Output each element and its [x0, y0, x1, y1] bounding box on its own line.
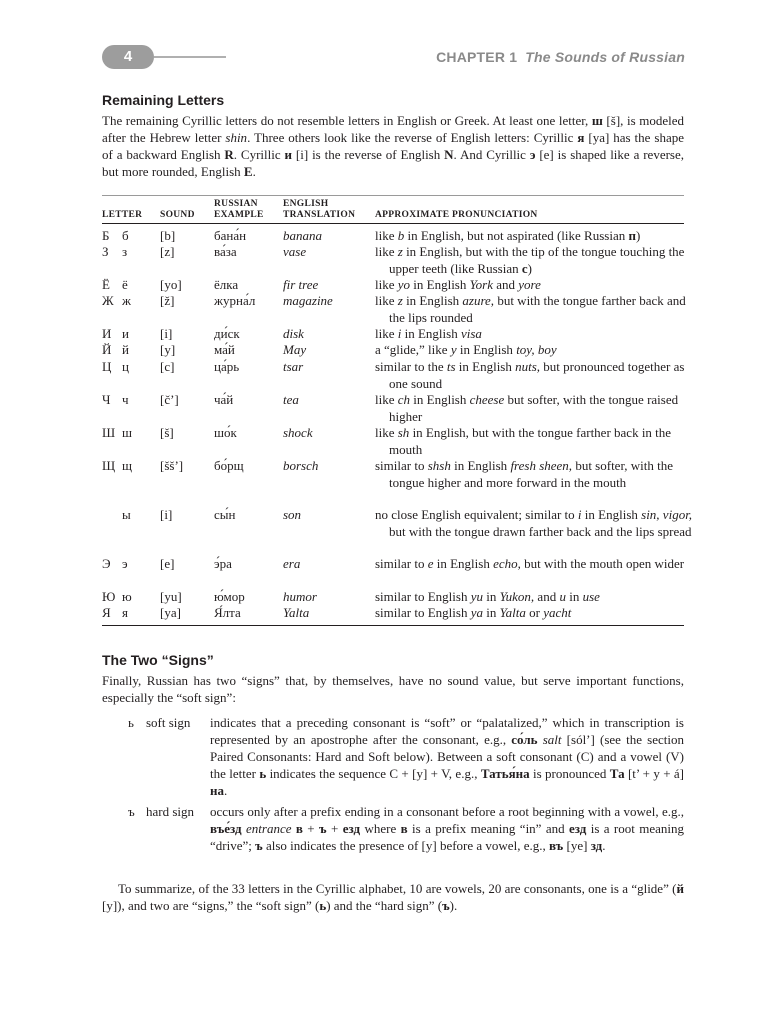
chapter-label: CHAPTER 1 [436, 49, 518, 65]
cell-sound: [e] [160, 556, 175, 571]
cell-sound: [yu] [160, 589, 182, 604]
table-top-rule [102, 195, 684, 196]
cell-pronunciation: like z in English, but with the tip of the tongue touching the upper teeth (like Russian c) [375, 244, 685, 276]
section-heading-remaining: Remaining Letters [102, 92, 225, 108]
cell-letter-upper: Э [102, 556, 111, 571]
cell-pronunciation: like sh in English, but with the tongue farther back in the mouth [375, 425, 672, 457]
cell-translation: shock [283, 425, 313, 440]
cell-pronunciation: like z in English azure, but with the tongue farther back and the lips rounded [375, 293, 686, 325]
cell-translation: era [283, 556, 301, 571]
cell-sound: [c] [160, 359, 175, 374]
cell-pronunciation: similar to English ya in Yalta or yacht [375, 605, 572, 620]
hard-sign-name: hard sign [146, 804, 195, 819]
summary-paragraph: To summarize, of the 33 letters in the Cyrillic alphabet, 10 are vowels, 20 are consonants, one is a “glide” (й [y]), and two are “signs,” the “soft sign” (ь) and the “hard sign” (ъ). [102, 881, 684, 913]
cell-sound: [č’] [160, 392, 179, 407]
cell-example: ёлка [214, 277, 239, 292]
cell-translation: May [283, 342, 307, 357]
cell-translation: humor [283, 589, 317, 604]
header-rule [154, 56, 226, 58]
cell-sound: [ž] [160, 293, 175, 308]
cell-letter-lower: ш [122, 425, 133, 440]
cell-letter-lower: ё [122, 277, 128, 292]
cell-example: ма́й [214, 342, 235, 357]
col-header-example-2: EXAMPLE [214, 210, 264, 220]
col-header-sound: SOUND [160, 210, 195, 220]
cell-pronunciation: like yo in English York and yore [375, 277, 541, 292]
cell-letter-upper: И [102, 326, 112, 341]
cell-example: ва́за [214, 244, 237, 259]
cell-sound: [y] [160, 342, 176, 357]
cell-letter-upper: Й [102, 342, 112, 357]
col-header-letter: LETTER [102, 210, 143, 220]
cell-letter-lower: ч [122, 392, 129, 407]
cell-example: бана́н [214, 228, 247, 243]
cell-example: ю́мор [214, 589, 245, 604]
cell-example: шо́к [214, 425, 237, 440]
cell-pronunciation: similar to shsh in English fresh sheen, but softer, with the tongue higher and more forward in the mouth [375, 458, 673, 490]
cell-translation: banana [283, 228, 322, 243]
cell-translation: magazine [283, 293, 333, 308]
soft-sign-name: soft sign [146, 715, 191, 730]
cell-letter-upper: Ё [102, 277, 110, 292]
cell-letter-lower: ц [122, 359, 129, 374]
cell-example: ди́ск [214, 326, 240, 341]
cell-pronunciation: like i in English visa [375, 326, 482, 341]
cell-letter-upper: З [102, 244, 109, 259]
soft-sign-entry [128, 714, 684, 799]
cell-letter-lower: и [122, 326, 129, 341]
cell-translation: tsar [283, 359, 304, 374]
cell-sound: [b] [160, 228, 176, 243]
col-header-pronunciation: APPROXIMATE PRONUNCIATION [375, 210, 538, 220]
cell-sound: [i] [160, 507, 173, 522]
cell-translation: borsch [283, 458, 319, 473]
table-bottom-rule [102, 625, 684, 626]
cell-translation: disk [283, 326, 304, 341]
cell-example: сы́н [214, 507, 236, 522]
hard-sign-entry [128, 803, 684, 854]
cell-letter-lower: ю [122, 589, 132, 604]
cell-translation: Yalta [283, 605, 310, 620]
cell-letter-lower: й [122, 342, 129, 357]
cell-letter-lower: щ [122, 458, 133, 473]
hard-sign-description: occurs only after a prefix ending in a consonant before a root beginning with a vowel, e.g., въе́зд entrance в + ъ + езд where в is a prefix meaning “in” and езд is a root meaning “drive”; ъ also indicates the presence of [y] before a vowel, e.g., въ [ye] зд. [210, 804, 685, 853]
soft-sign-description: indicates that a preceding consonant is “soft” or “palatalized,” which in transcription is represented by an apostrophe after the consonant, e.g., со́ль salt [sól’] (see the section Paired Consonants: Hard and Soft below). Between a soft consonant (C) and a vowel (V) the letter ь indicates the sequence C + [y] + V, e.g., Татья́на is pronounced Та [t’ + y + á] на. [210, 715, 684, 798]
cell-letter-upper: Щ [102, 458, 116, 473]
col-header-translation-2: TRANSLATION [283, 210, 356, 220]
cell-letter-upper: Ш [102, 425, 116, 440]
cell-pronunciation: like b in English, but not aspirated (like Russian п) [375, 228, 641, 243]
cell-letter-lower: э [122, 556, 128, 571]
cell-example: ча́й [214, 392, 234, 407]
remaining-paragraph: The remaining Cyrillic letters do not resemble letters in English or Greek. At least one letter, ш [š], is modeled after the Hebrew letter shin. Three others look like the reverse of English letters: Cyrillic я [ya] has the shape of a backward English R. Cyrillic и [i] is the reverse of English N. And Cyrillic э [e] is shaped like a reverse, but more rounded, English E. [102, 113, 685, 179]
cell-pronunciation: similar to English yu in Yukon, and u in use [375, 589, 600, 604]
cell-letter-upper: Б [102, 228, 110, 243]
cell-translation: fir tree [283, 277, 319, 292]
cell-sound: [šš’] [160, 458, 184, 473]
soft-sign-letter: ь [128, 715, 134, 730]
cell-example: ца́рь [214, 359, 240, 374]
cell-pronunciation: similar to e in English echo, but with the mouth open wider [375, 556, 685, 571]
cell-sound: [i] [160, 326, 173, 341]
cell-letter-lower: я [122, 605, 128, 620]
cell-example: Я́лта [214, 605, 241, 620]
cell-letter-upper: Ц [102, 359, 112, 374]
cell-sound: [ya] [160, 605, 181, 620]
col-header-example-1: RUSSIAN [214, 199, 258, 209]
cell-sound: [z] [160, 244, 175, 259]
cell-letter-upper: Ю [102, 589, 116, 604]
cell-pronunciation: no close English equivalent; similar to i in English sin, vigor, but with the tongue drawn farther back and the lips spread [375, 507, 693, 539]
cell-translation: vase [283, 244, 307, 259]
col-header-translation-1: ENGLISH [283, 199, 329, 209]
page-number-badge: 4 [102, 45, 154, 69]
section-heading-signs: The Two “Signs” [102, 652, 214, 668]
cell-letter-upper: Ч [102, 392, 111, 407]
cell-letter-lower: б [122, 228, 129, 243]
cell-example: э́ра [214, 556, 232, 571]
cell-pronunciation: a “glide,” like y in English toy, boy [375, 342, 557, 357]
table-header-rule [102, 223, 684, 224]
chapter-title: The Sounds of Russian [525, 49, 685, 65]
cell-pronunciation: like ch in English cheese but softer, with the tongue raised higher [375, 392, 679, 424]
cell-translation: son [283, 507, 302, 522]
cell-example: журна́л [214, 293, 256, 308]
cell-sound: [yo] [160, 277, 182, 292]
cell-translation: tea [283, 392, 299, 407]
cell-sound: [š] [160, 425, 174, 440]
cell-pronunciation: similar to the ts in English nuts, but pronounced together as one sound [375, 359, 685, 391]
cell-letter-lower: ы [122, 507, 131, 522]
running-header [436, 49, 685, 65]
cell-letter-upper: Я [102, 605, 111, 620]
cell-letter-upper: Ж [102, 293, 114, 308]
cell-letter-lower: з [122, 244, 128, 259]
cell-example: бо́рщ [214, 458, 244, 473]
hard-sign-letter: ъ [128, 804, 135, 819]
signs-intro: Finally, Russian has two “signs” that, by themselves, have no sound value, but serve important functions, especially the “soft sign”: [102, 673, 684, 705]
cell-letter-lower: ж [122, 293, 131, 308]
